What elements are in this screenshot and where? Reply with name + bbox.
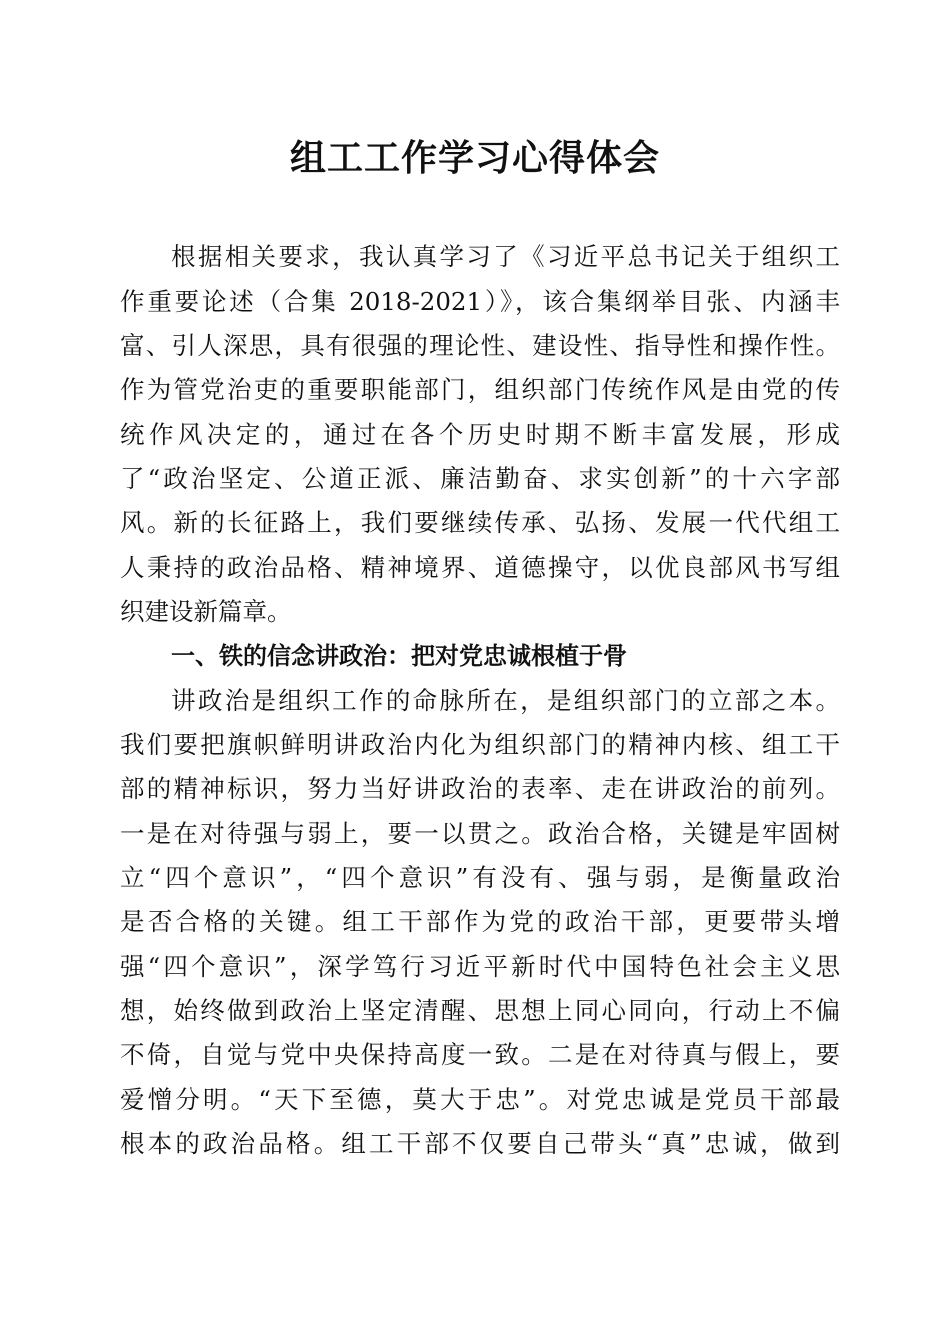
section-1-line-9: 不倚，自觉与党中央保持高度一致。二是在对待真与假上，要 bbox=[120, 1040, 840, 1069]
intro-line-4: 作为管党治吏的重要职能部门，组织部门传统作风是由党的传 bbox=[120, 375, 840, 404]
intro-line-6: 了“政治坚定、公道正派、廉洁勤奋、求实创新”的十六字部 bbox=[120, 464, 840, 493]
section-1-line-4: 一是在对待强与弱上，要一以贯之。政治合格，关键是牢固树 bbox=[120, 819, 840, 848]
section-1-heading: 一、铁的信念讲政治：把对党忠诚根植于骨 bbox=[171, 642, 627, 670]
intro-line-8: 人秉持的政治品格、精神境界、道德操守，以优良部风书写组 bbox=[120, 553, 840, 582]
section-1-line-5: 立“四个意识”，“四个意识”有没有、强与弱，是衡量政治 bbox=[120, 863, 840, 892]
intro-line-9: 织建设新篇章。 bbox=[120, 597, 292, 626]
section-1-line-7: 强“四个意识”，深学笃行习近平新时代中国特色社会主义思 bbox=[120, 952, 840, 981]
section-1-line-1: 讲政治是组织工作的命脉所在，是组织部门的立部之本。 bbox=[171, 686, 840, 715]
section-1-line-6: 是否合格的关键。组工干部作为党的政治干部，更要带头增 bbox=[120, 907, 840, 936]
intro-line-3: 富、引人深思，具有很强的理论性、建设性、指导性和操作性。 bbox=[120, 331, 840, 360]
document-title: 组工工作学习心得体会 bbox=[289, 137, 660, 179]
section-1-line-3: 部的精神标识，努力当好讲政治的表率、走在讲政治的前列。 bbox=[120, 774, 840, 803]
intro-line-2: 作重要论述（合集 2018-2021）》，该合集纲举目张、内涵丰 bbox=[120, 287, 840, 316]
intro-line-5: 统作风决定的，通过在各个历史时期不断丰富发展，形成 bbox=[120, 420, 840, 449]
section-1-line-10: 爱憎分明。“天下至德，莫大于忠”。对党忠诚是党员干部最 bbox=[120, 1085, 840, 1114]
section-1-line-2: 我们要把旗帜鲜明讲政治内化为组织部门的精神内核、组工干 bbox=[120, 730, 840, 759]
section-1-line-8: 想，始终做到政治上坚定清醒、思想上同心同向，行动上不偏 bbox=[120, 996, 840, 1025]
intro-line-1: 根据相关要求，我认真学习了《习近平总书记关于组织工 bbox=[171, 242, 840, 271]
section-1-line-11: 根本的政治品格。组工干部不仅要自己带头“真”忠诚，做到 bbox=[120, 1129, 840, 1158]
intro-line-7: 风。新的长征路上，我们要继续传承、弘扬、发展一代代组工 bbox=[120, 508, 840, 537]
